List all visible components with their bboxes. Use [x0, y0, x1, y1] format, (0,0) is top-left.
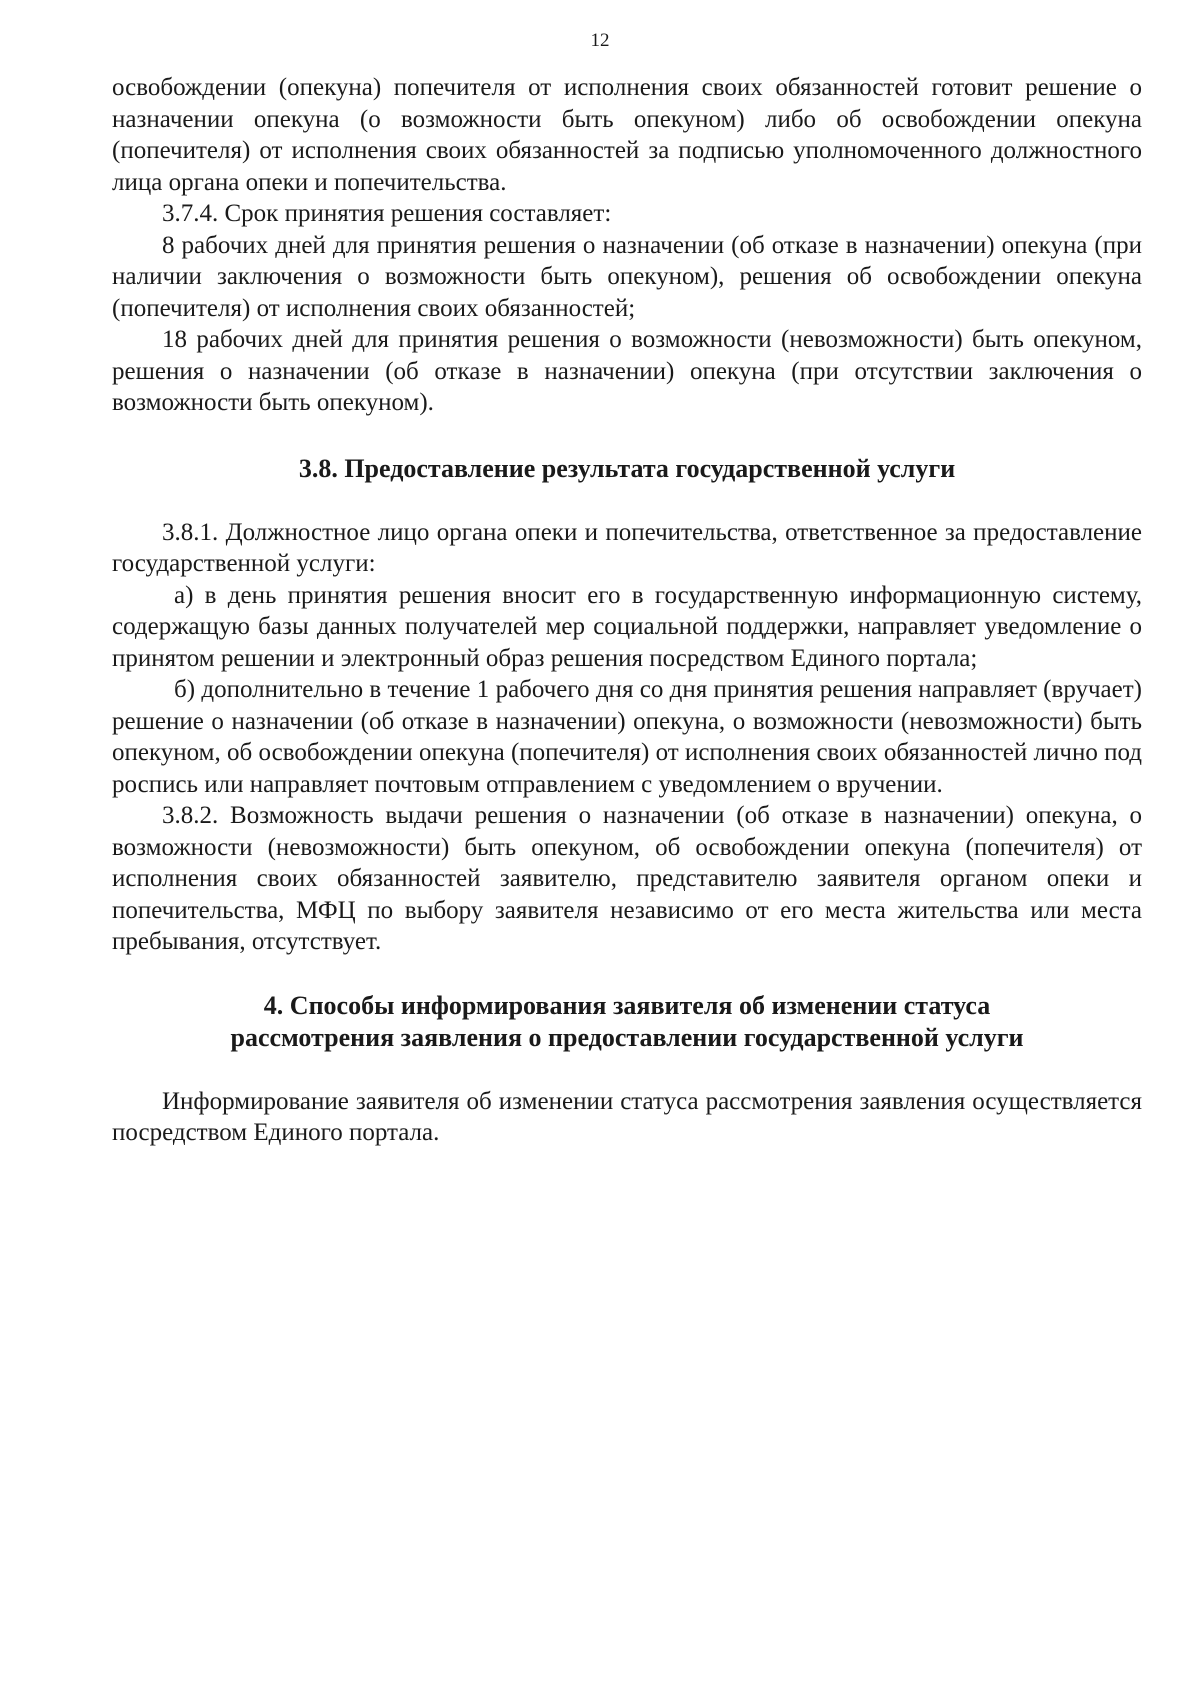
paragraph-3-8-2: 3.8.2. Возможность выдачи решения о назначении (об отказе в назначении) опекуна, о возможности (невозможности) быть опекуном, об освобождении опекуна (попечителя) от исполнения своих обязанностей заявителю, представителю заявителя органом опеки и попечительства, МФЦ по выбору заявителя независимо от его места жительства или места пребывания, отсутствует.	[112, 802, 1142, 955]
paragraph-18-days: 18 рабочих дней для принятия решения о возможности (невозможности) быть опекуном, решения о назначении (об отказе в назначении) опекуна (при отсутствии заключения о возможности быть опекуном).	[112, 326, 1142, 416]
paragraph-continuation: освобождении (опекуна) попечителя от исполнения своих обязанностей готовит решение о назначении опекуна (о возможности быть опекуном) либо об освобождении опекуна (попечителя) от исполнения своих обязанностей за подписью уполномоченного должностного лица органа опеки и попечительства.	[112, 74, 1142, 196]
paragraph-8-days: 8 рабочих дней для принятия решения о назначении (об отказе в назначении) опекуна (при наличии заключения о возможности быть опекуном), решения об освобождении опекуна (попечителя) от исполнения своих обязанностей;	[112, 231, 1142, 322]
section-4-heading	[112, 990, 1142, 1054]
section-3-8-heading: 3.8. Предоставление результата государственной услуги	[298, 453, 956, 483]
paragraph-item-b: б) дополнительно в течение 1 рабочего дня со дня принятия решения направляет (вручает) решение о назначении (об отказе в назначении) опекуна, о возможности (невозможности) быть опекуном, об освобождении опекуна (попечителя) от исполнения своих обязанностей лично под роспись или направляет почтовым отправлением с уведомлением о вручении.	[112, 676, 1142, 798]
page-number: 12	[590, 30, 610, 51]
section-4-heading-line1: 4. Способы информирования заявителя об изменении статуса	[263, 990, 991, 1020]
paragraph-item-a: а) в день принятия решения вносит его в государственную информационную систему, содержащую базы данных получателей мер социальной поддержки, направляет уведомление о принятом решении и электронный образ решения посредством Единого портала;	[112, 581, 1142, 672]
document-body	[112, 72, 1142, 1149]
paragraph-3-8-1: 3.8.1. Должностное лицо органа опеки и попечительства, ответственное за предоставление государственной услуги:	[112, 518, 1142, 577]
paragraph-3-7-4: 3.7.4. Срок принятия решения составляет:	[162, 200, 612, 227]
paragraph-section-4: Информирование заявителя об изменении статуса рассмотрения заявления осуществляется посредством Единого портала.	[112, 1087, 1142, 1146]
section-4-heading-line2: рассмотрения заявления о предоставлении государственной услуги	[230, 1022, 1024, 1052]
